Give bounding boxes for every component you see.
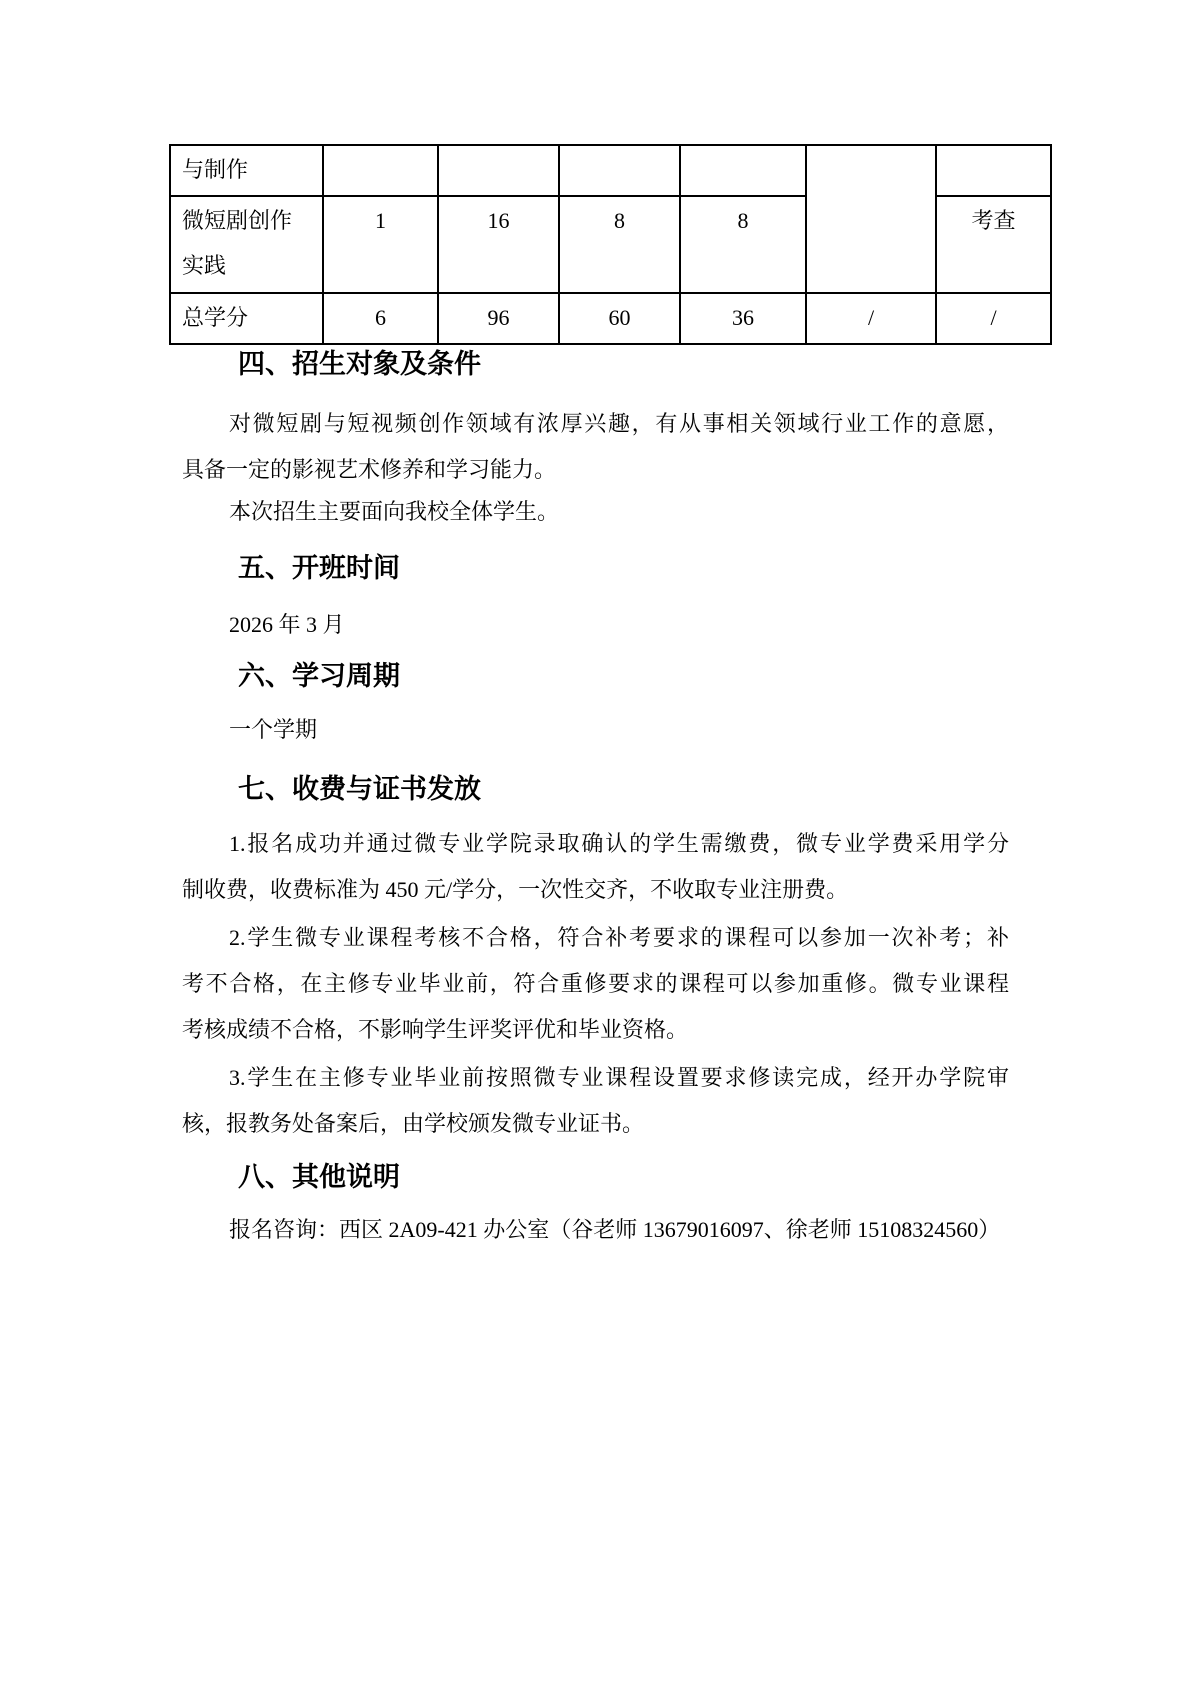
paragraph-line: 1.报名成功并通过微专业学院录取确认的学生需缴费，微专业学费采用学分 — [229, 831, 1009, 856]
course-credits-table — [169, 144, 1052, 345]
contact-info-line: 报名咨询：西区 2A09-421 办公室（谷老师 13679016097、徐老师 15108324560） — [229, 1217, 1001, 1242]
section-heading-enrollment-targets: 四、招生对象及条件 — [238, 349, 481, 379]
cell-value: 96 — [438, 293, 559, 344]
paragraph-line: 2026 年 3 月 — [229, 612, 345, 637]
cell-value: 1 — [323, 196, 438, 293]
cell-value: / — [936, 293, 1051, 344]
section-heading-other-notes: 八、其他说明 — [238, 1162, 400, 1192]
cell-empty — [323, 145, 438, 196]
paragraph-line: 2.学生微专业课程考核不合格，符合补考要求的课程可以参加一次补考；补 — [229, 925, 1009, 950]
section-heading-fees-certificate: 七、收费与证书发放 — [238, 774, 481, 804]
cell-assessment: 考查 — [936, 196, 1051, 293]
paragraph-line: 本次招生主要面向我校全体学生。 — [229, 499, 560, 524]
paragraph-line: 对微短剧与短视频创作领域有浓厚兴趣，有从事相关领域行业工作的意愿， — [229, 411, 1009, 436]
paragraph-line: 一个学期 — [229, 717, 318, 742]
table-row-continuation — [170, 145, 1051, 196]
paragraph-line: 考不合格，在主修专业毕业前，符合重修要求的课程可以参加重修。微专业课程 — [182, 971, 1009, 996]
cell-value: 8 — [680, 196, 806, 293]
section-heading-start-time: 五、开班时间 — [238, 553, 400, 583]
cell-value: 60 — [559, 293, 680, 344]
cell-empty — [936, 145, 1051, 196]
cell-value: 8 — [559, 196, 680, 293]
cell-course-name — [170, 196, 323, 293]
cell-empty — [680, 145, 806, 196]
cell-value: 6 — [323, 293, 438, 344]
paragraph-line: 核，报教务处备案后，由学校颁发微专业证书。 — [182, 1111, 645, 1136]
cell-merged-empty — [806, 145, 936, 293]
cell-empty — [438, 145, 559, 196]
paragraph-line: 3.学生在主修专业毕业前按照微专业课程设置要求修读完成，经开办学院审 — [229, 1065, 1009, 1090]
paragraph-line: 考核成绩不合格，不影响学生评奖评优和毕业资格。 — [182, 1017, 689, 1042]
paragraph-line: 制收费，收费标准为 450 元/学分，一次性交齐，不收取专业注册费。 — [182, 877, 849, 902]
paragraph-line: 具备一定的影视艺术修养和学习能力。 — [182, 457, 557, 482]
cell-empty — [559, 145, 680, 196]
cell-value: 16 — [438, 196, 559, 293]
cell-value: 36 — [680, 293, 806, 344]
section-heading-study-period: 六、学习周期 — [238, 661, 400, 691]
cell-total-label: 总学分 — [170, 293, 323, 344]
cell-value: / — [806, 293, 936, 344]
cell-course-name-continuation: 与制作 — [170, 145, 323, 196]
table-row-total — [170, 293, 1051, 344]
course-name-line2: 实践 — [182, 253, 227, 278]
course-name-line1: 微短剧创作 — [182, 208, 293, 233]
